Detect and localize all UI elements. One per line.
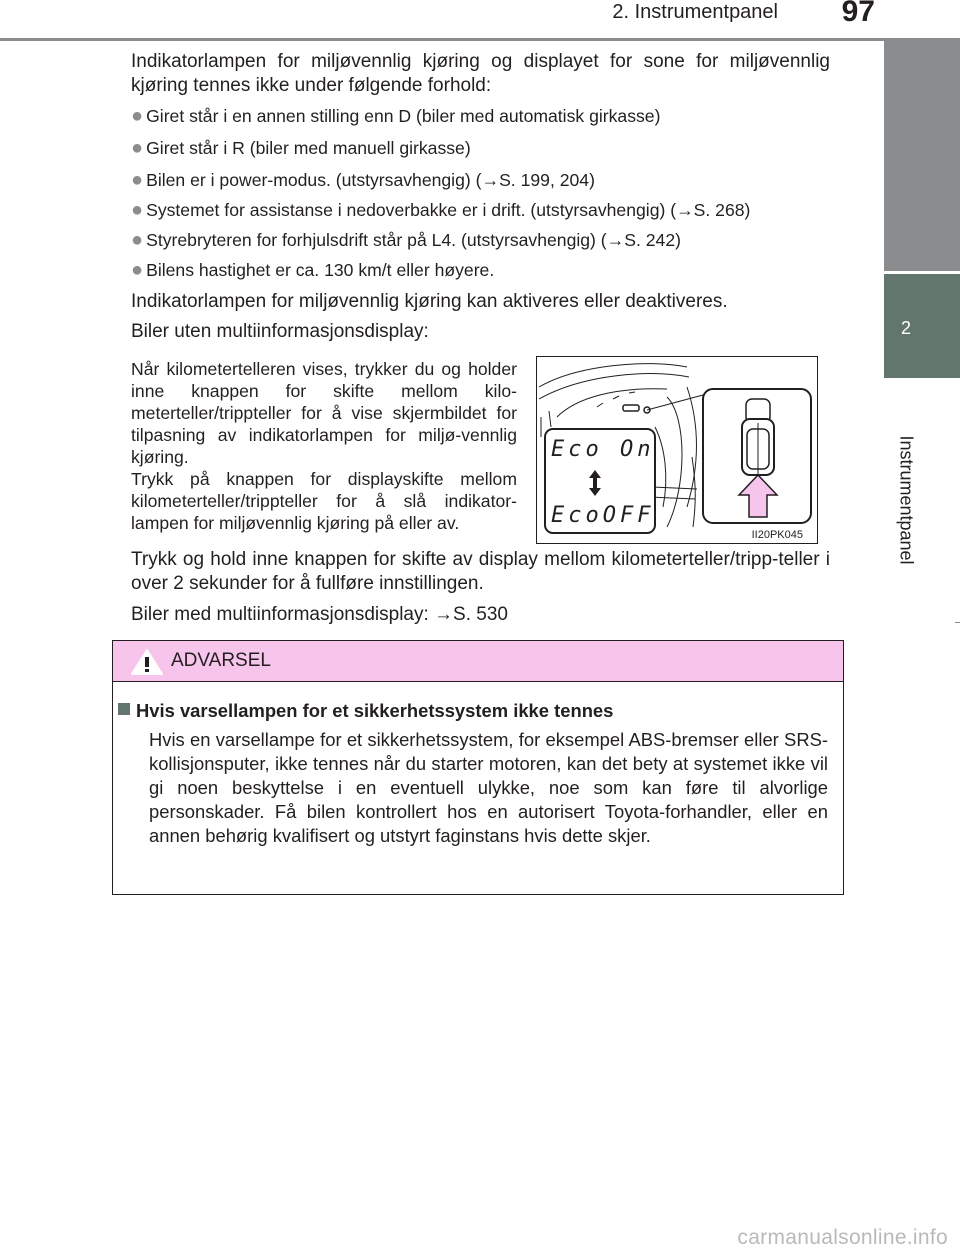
bullet-dot-icon: ● [131,259,144,281]
list-item: ● Styrebryteren for forhjulsdrift står på L4. (utstyrsavhengig) (→S. 242) [131,229,681,251]
list-item: ● Bilen er i power-modus. (utstyrsavhengig) (→S. 199, 204) [131,169,595,191]
list-item: ● Giret står i R (biler med manuell girkasse) [131,137,471,159]
side-tab-label: Instrumentpanel [896,435,917,565]
warning-label: ADVARSEL [171,650,271,671]
activate-paragraph: Indikatorlampen for miljøvennlig kjøring kan aktiveres eller deaktiveres. [131,291,728,312]
page-number: 97 [841,0,875,28]
intro-paragraph: Indikatorlampen for miljøvennlig kjøring og displayet for sone for miljøvennlig kjøring tennes ikke under følgende forhold: [131,51,830,96]
with-mid-paragraph: Biler med multiinformasjonsdisplay: →S. 530 [131,604,508,625]
display-eco-on: Eco On [551,437,655,462]
side-tab-tick [955,622,960,623]
instruction-paragraph: Når kilometertelleren vises, trykker du og holder inne knappen for skifte mellom kilo-meterteller/trippteller for å vise skjermbildet for tilpasning av indikatorlampen for miljø-vennlig kjøring. [131,359,517,467]
hold-paragraph: Trykk og hold inne knappen for skifte av display mellom kilometerteller/tripp-teller i over 2 sekunder for å fullføre innstillingen. [131,549,830,594]
display-eco-off: EcoOFF [551,503,655,528]
warning-triangle-icon [130,648,164,676]
no-mid-heading: Biler uten multiinformasjonsdisplay: [131,321,429,342]
list-item: ● Bilens hastighet er ca. 130 km/t eller høyere. [131,259,495,281]
bullet-dot-icon: ● [131,199,144,221]
header-section-title: 2. Instrumentpanel [612,1,778,23]
side-tab-upper [884,41,960,271]
instrument-panel-illustration [536,356,818,544]
illustration-code: II20PK045 [751,529,803,541]
bullet-dot-icon: ● [131,137,144,159]
watermark: carmanualsonline.info [737,1226,948,1249]
list-item: ● Systemet for assistanse i nedoverbakke er i drift. (utstyrsavhengig) (→S. 268) [131,199,751,221]
section-square-icon [118,703,130,715]
warning-text: Hvis en varsellampe for et sikkerhetssystem, for eksempel ABS-bremser eller SRS-kollisjonsputer, ikke tennes når du starter motoren, kan det bety at systemet ikke vil gi noen beskyttelse i en eventuell ulykke, noe som kan føre til alvorlige personskader. Få bilen kontrollert hos en autorisert Toyota-forhandler, eller en annen behørig kvalifisert og utstyrt faginstans hvis dette skjer. [149,729,828,846]
bullet-dot-icon: ● [131,169,144,191]
warning-heading: Hvis varsellampen for et sikkerhetssystem ikke tennes [136,700,614,721]
header-rule [0,38,960,41]
side-tab-number: 2 [900,318,911,338]
bullet-dot-icon: ● [131,105,144,127]
list-item: ● Giret står i en annen stilling enn D (biler med automatisk girkasse) [131,105,661,127]
instruction-paragraph-2: Trykk på knappen for displayskifte mellom kilometerteller/trippteller for å slå indikator-lampen for miljøvennlig kjøring på eller av. [131,469,517,533]
bullet-dot-icon: ● [131,229,144,251]
side-tab-label-box [884,378,928,622]
